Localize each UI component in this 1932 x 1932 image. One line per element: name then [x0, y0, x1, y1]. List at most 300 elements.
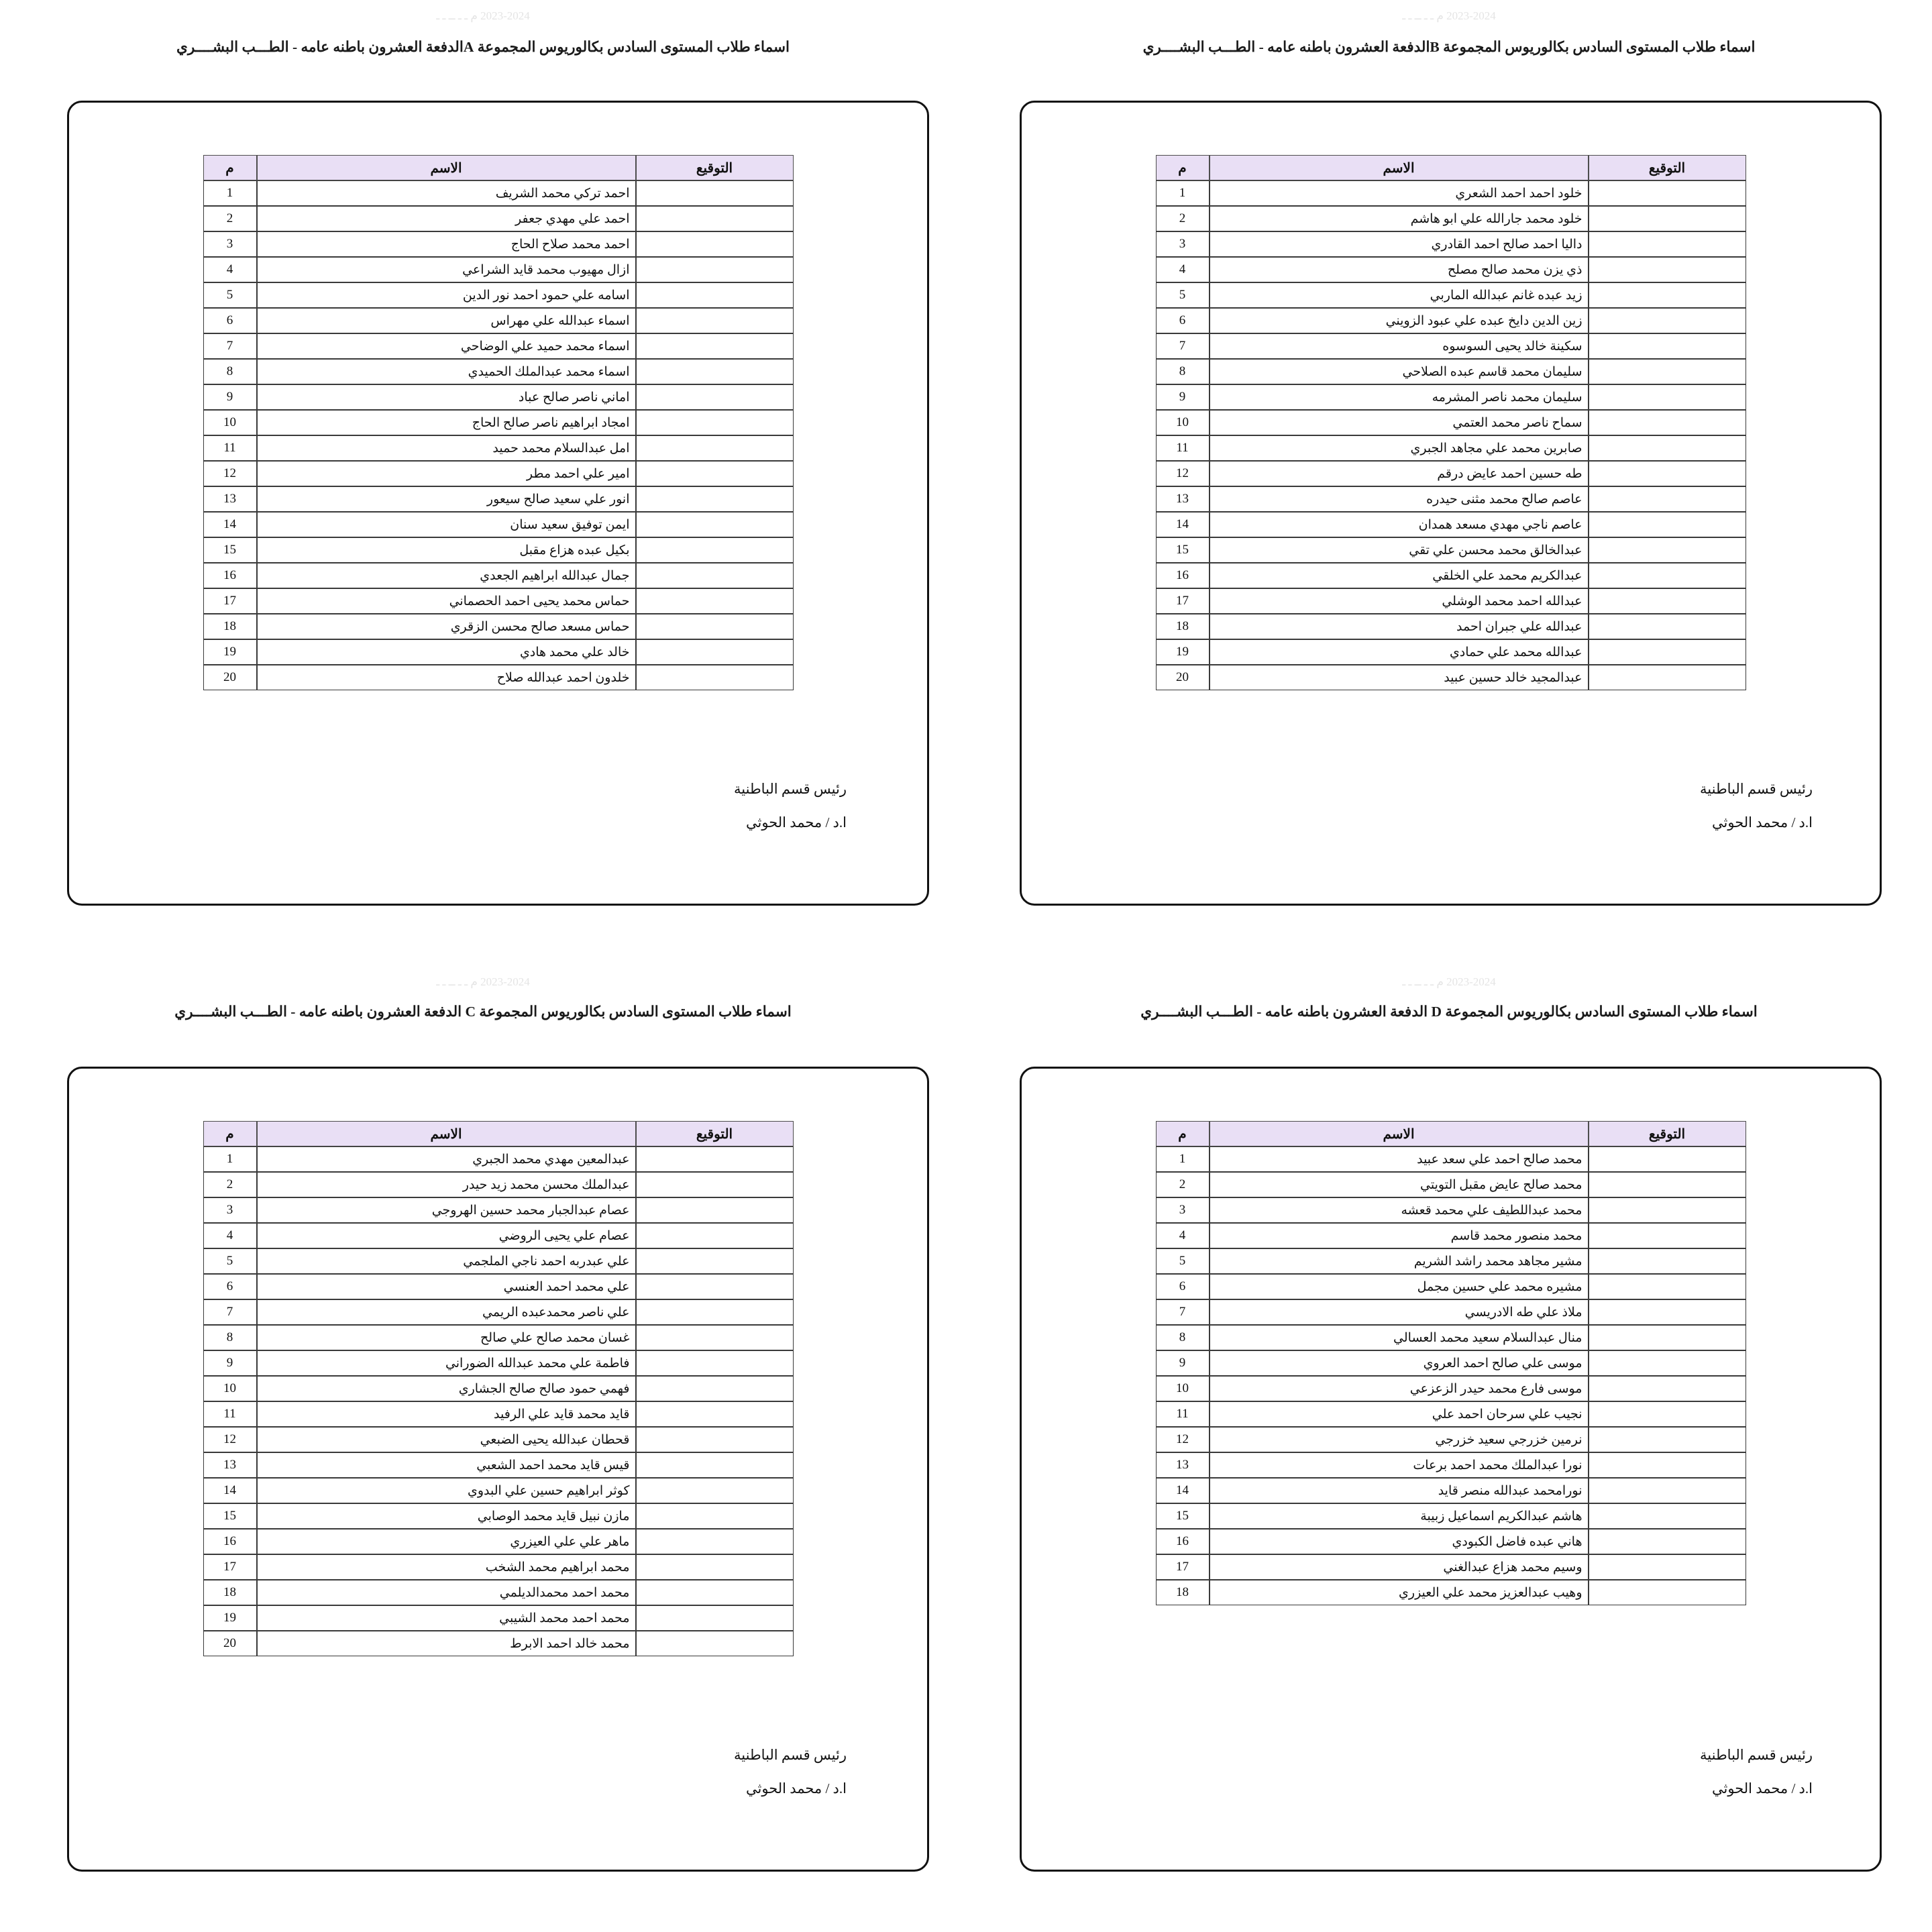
- signature-cell[interactable]: [1589, 486, 1746, 512]
- signature-cell[interactable]: [636, 486, 794, 512]
- student-name-cell: هاني عبده فاضل الكبودي: [1210, 1529, 1589, 1554]
- table-row: [203, 1197, 794, 1223]
- signature-cell[interactable]: [636, 1452, 794, 1478]
- signature-block: [1700, 773, 1813, 839]
- row-number-cell: 10: [1156, 410, 1210, 435]
- student-name-cell: عبدالله محمد علي حمادي: [1210, 639, 1589, 665]
- row-number-cell: 4: [203, 257, 257, 282]
- signature-cell[interactable]: [636, 588, 794, 614]
- table-row: [1156, 1223, 1746, 1248]
- signature-cell[interactable]: [636, 1529, 794, 1554]
- signatory-role: رئيس قسم الباطنية: [734, 1747, 847, 1764]
- signature-cell[interactable]: [636, 308, 794, 333]
- student-name-cell: داليا احمد صالح احمد القادري: [1210, 231, 1589, 257]
- page-title: اسماء طلاب المستوى السادس بكالوريوس المجموعة Aالدفعة العشرون باطنه عامه - الطـــب البشــــري: [176, 39, 790, 55]
- row-number-cell: 6: [203, 308, 257, 333]
- table-row: [203, 512, 794, 537]
- row-number-cell: 5: [1156, 282, 1210, 308]
- signatory-name: ا.د / محمد الحوثي: [746, 814, 847, 830]
- signature-cell[interactable]: [636, 512, 794, 537]
- row-number-cell: 18: [203, 1580, 257, 1605]
- signature-cell[interactable]: [1589, 1325, 1746, 1350]
- row-number-cell: 11: [203, 1401, 257, 1427]
- table-row: [203, 1478, 794, 1503]
- signature-cell[interactable]: [1589, 461, 1746, 486]
- table-row: [1156, 1376, 1746, 1401]
- table-row: [203, 410, 794, 435]
- student-name-cell: قيس قايد محمد احمد الشعبي: [257, 1452, 636, 1478]
- signature-cell[interactable]: [1589, 282, 1746, 308]
- row-number-cell: 1: [1156, 180, 1210, 206]
- page-title: اسماء طلاب المستوى السادس بكالوريوس المجموعة C الدفعة العشرون باطنه عامه - الطـــب البشــــري: [174, 1004, 792, 1020]
- table-row: [1156, 1503, 1746, 1529]
- signature-cell[interactable]: [1589, 1452, 1746, 1478]
- table-row: [203, 1503, 794, 1529]
- signature-cell[interactable]: [1589, 410, 1746, 435]
- page-frame: [1020, 1067, 1882, 1872]
- row-number-cell: 15: [1156, 537, 1210, 563]
- table-row: [203, 486, 794, 512]
- student-name-cell: عبدالملك محسن محمد زيد حيدر: [257, 1172, 636, 1197]
- table-row: [203, 461, 794, 486]
- student-name-cell: عصام علي يحيى الروضي: [257, 1223, 636, 1248]
- signature-cell[interactable]: [1589, 1299, 1746, 1325]
- signature-block: [1700, 1739, 1813, 1805]
- table-row: [1156, 461, 1746, 486]
- table-container: [69, 155, 927, 690]
- column-header-name: الاسم: [257, 1121, 636, 1146]
- signature-cell[interactable]: [636, 1274, 794, 1299]
- signature-cell[interactable]: [636, 435, 794, 461]
- signature-cell[interactable]: [1589, 257, 1746, 282]
- students-table: [1156, 1121, 1746, 1605]
- row-number-cell: 15: [203, 537, 257, 563]
- signatory-role: رئيس قسم الباطنية: [734, 781, 847, 798]
- table-row: [203, 308, 794, 333]
- row-number-cell: 14: [1156, 512, 1210, 537]
- row-number-cell: 12: [1156, 461, 1210, 486]
- page-a: [0, 0, 966, 966]
- row-number-cell: 17: [1156, 1554, 1210, 1580]
- table-row: [1156, 1325, 1746, 1350]
- table-row: [1156, 359, 1746, 384]
- signature-cell[interactable]: [636, 282, 794, 308]
- signature-cell[interactable]: [636, 1605, 794, 1631]
- row-number-cell: 7: [1156, 1299, 1210, 1325]
- signature-cell[interactable]: [1589, 333, 1746, 359]
- signature-cell[interactable]: [636, 1503, 794, 1529]
- table-row: [203, 1223, 794, 1248]
- student-name-cell: موسى فارع محمد حيدر الزعزعي: [1210, 1376, 1589, 1401]
- table-container: [1022, 1121, 1880, 1605]
- table-row: [203, 1146, 794, 1172]
- student-name-cell: عبدالخالق محمد محسن علي تقي: [1210, 537, 1589, 563]
- table-row: [1156, 1452, 1746, 1478]
- column-header-number: م: [1156, 1121, 1210, 1146]
- table-row: [1156, 231, 1746, 257]
- signature-cell[interactable]: [636, 1631, 794, 1656]
- table-header-row: [203, 155, 794, 180]
- student-name-cell: سليمان محمد ناصر المشرمه: [1210, 384, 1589, 410]
- row-number-cell: 3: [203, 1197, 257, 1223]
- row-number-cell: 6: [1156, 1274, 1210, 1299]
- student-name-cell: اسماء عبدالله علي مهراس: [257, 308, 636, 333]
- table-row: [203, 1350, 794, 1376]
- table-row: [1156, 1274, 1746, 1299]
- table-row: [1156, 333, 1746, 359]
- student-name-cell: صابرين محمد علي مجاهد الجبري: [1210, 435, 1589, 461]
- student-name-cell: عصام عبدالجبار محمد حسين الهروجي: [257, 1197, 636, 1223]
- table-row: [203, 1427, 794, 1452]
- signature-cell[interactable]: [636, 1554, 794, 1580]
- student-name-cell: زيد عبده غانم عبدالله الماربي: [1210, 282, 1589, 308]
- table-row: [1156, 665, 1746, 690]
- student-name-cell: غسان محمد صالح علي صالح: [257, 1325, 636, 1350]
- table-row: [1156, 1529, 1746, 1554]
- table-row: [203, 1554, 794, 1580]
- student-name-cell: عاصم ناجي مهدي مسعد همدان: [1210, 512, 1589, 537]
- student-name-cell: مازن نبيل قايد محمد الوصابي: [257, 1503, 636, 1529]
- row-number-cell: 3: [1156, 231, 1210, 257]
- row-number-cell: 11: [203, 435, 257, 461]
- signature-cell[interactable]: [636, 1223, 794, 1248]
- signature-cell[interactable]: [1589, 231, 1746, 257]
- table-row: [203, 333, 794, 359]
- signature-cell[interactable]: [1589, 206, 1746, 231]
- signature-cell[interactable]: [636, 563, 794, 588]
- signature-cell[interactable]: [636, 257, 794, 282]
- table-row: [203, 282, 794, 308]
- student-name-cell: عبدالمجيد خالد حسين عبيد: [1210, 665, 1589, 690]
- signature-cell[interactable]: [1589, 1146, 1746, 1172]
- signature-cell[interactable]: [1589, 359, 1746, 384]
- row-number-cell: 19: [1156, 639, 1210, 665]
- signature-cell[interactable]: [1589, 1503, 1746, 1529]
- faded-header-strip: 2023-2024 م ـ ـ ــ ـ ـ: [1402, 9, 1496, 22]
- table-row: [1156, 1554, 1746, 1580]
- row-number-cell: 4: [1156, 1223, 1210, 1248]
- table-row: [203, 1631, 794, 1656]
- row-number-cell: 18: [1156, 614, 1210, 639]
- signature-cell[interactable]: [636, 384, 794, 410]
- student-name-cell: منال عبدالسلام سعيد محمد العسالي: [1210, 1325, 1589, 1350]
- table-row: [203, 537, 794, 563]
- signature-cell[interactable]: [636, 1299, 794, 1325]
- student-name-cell: نورامحمد عبدالله منصر قايد: [1210, 1478, 1589, 1503]
- student-name-cell: امل عبدالسلام محمد حميد: [257, 435, 636, 461]
- table-row: [203, 1529, 794, 1554]
- student-name-cell: امجاد ابراهيم ناصر صالح الحاج: [257, 410, 636, 435]
- table-row: [1156, 1146, 1746, 1172]
- table-row: [203, 1299, 794, 1325]
- student-name-cell: نرمين خزرجي سعيد خزرجي: [1210, 1427, 1589, 1452]
- student-name-cell: محمد صالح احمد علي سعد عبيد: [1210, 1146, 1589, 1172]
- student-name-cell: خلدون احمد عبدالله صلاح: [257, 665, 636, 690]
- row-number-cell: 17: [1156, 588, 1210, 614]
- signature-cell[interactable]: [1589, 1554, 1746, 1580]
- table-row: [203, 639, 794, 665]
- row-number-cell: 14: [203, 512, 257, 537]
- signature-cell[interactable]: [1589, 1529, 1746, 1554]
- signature-cell[interactable]: [1589, 512, 1746, 537]
- signature-cell[interactable]: [636, 1401, 794, 1427]
- page-frame: [67, 101, 929, 906]
- signature-cell[interactable]: [1589, 614, 1746, 639]
- row-number-cell: 2: [1156, 1172, 1210, 1197]
- signature-cell[interactable]: [1589, 1478, 1746, 1503]
- student-name-cell: خلود محمد جارالله علي ابو هاشم: [1210, 206, 1589, 231]
- row-number-cell: 5: [203, 1248, 257, 1274]
- row-number-cell: 9: [1156, 1350, 1210, 1376]
- student-name-cell: محمد عبداللطيف علي محمد قعشه: [1210, 1197, 1589, 1223]
- row-number-cell: 2: [1156, 206, 1210, 231]
- student-name-cell: قحطان عبدالله يحيى الضبعي: [257, 1427, 636, 1452]
- table-header-row: [1156, 155, 1746, 180]
- faded-header-strip: 2023-2024 م ـ ـ ــ ـ ـ: [1402, 975, 1496, 988]
- table-row: [203, 435, 794, 461]
- table-row: [203, 614, 794, 639]
- student-name-cell: مشيره محمد علي حسين مجمل: [1210, 1274, 1589, 1299]
- table-row: [1156, 282, 1746, 308]
- student-name-cell: سماح ناصر محمد العتمي: [1210, 410, 1589, 435]
- student-name-cell: ذي يزن محمد صالح مصلح: [1210, 257, 1589, 282]
- row-number-cell: 14: [1156, 1478, 1210, 1503]
- student-name-cell: احمد علي مهدي جعفر: [257, 206, 636, 231]
- student-name-cell: حماس مسعد صالح محسن الزقري: [257, 614, 636, 639]
- signatory-name: ا.د / محمد الحوثي: [1712, 814, 1813, 830]
- student-name-cell: ماهر علي علي العيزري: [257, 1529, 636, 1554]
- row-number-cell: 15: [203, 1503, 257, 1529]
- student-name-cell: احمد محمد صلاح الحاج: [257, 231, 636, 257]
- row-number-cell: 16: [203, 563, 257, 588]
- row-number-cell: 17: [203, 588, 257, 614]
- signature-cell[interactable]: [1589, 308, 1746, 333]
- table-header-row: [1156, 1121, 1746, 1146]
- table-row: [1156, 410, 1746, 435]
- table-row: [203, 665, 794, 690]
- signature-cell[interactable]: [1589, 1223, 1746, 1248]
- table-row: [1156, 1350, 1746, 1376]
- page-frame: [67, 1067, 929, 1872]
- student-name-cell: امير علي احمد مطر: [257, 461, 636, 486]
- row-number-cell: 12: [203, 461, 257, 486]
- student-name-cell: عبدالمعين مهدي محمد الجبري: [257, 1146, 636, 1172]
- table-header-row: [203, 1121, 794, 1146]
- signature-cell[interactable]: [636, 1478, 794, 1503]
- table-row: [203, 1248, 794, 1274]
- table-row: [203, 231, 794, 257]
- signature-cell[interactable]: [1589, 1197, 1746, 1223]
- table-row: [1156, 1580, 1746, 1605]
- table-row: [203, 1580, 794, 1605]
- row-number-cell: 13: [203, 1452, 257, 1478]
- column-header-signature: التوقيع: [636, 155, 794, 180]
- faded-header-strip: 2023-2024 م ـ ـ ــ ـ ـ: [436, 975, 530, 988]
- table-row: [203, 1274, 794, 1299]
- student-name-cell: نجيب علي سرحان احمد علي: [1210, 1401, 1589, 1427]
- signature-cell[interactable]: [1589, 537, 1746, 563]
- signature-cell[interactable]: [636, 410, 794, 435]
- signatory-role: رئيس قسم الباطنية: [1700, 1747, 1813, 1764]
- row-number-cell: 6: [203, 1274, 257, 1299]
- student-name-cell: ملاذ علي طه الادريسي: [1210, 1299, 1589, 1325]
- student-name-cell: علي عبدربه احمد ناجي الملجمي: [257, 1248, 636, 1274]
- signature-cell[interactable]: [636, 614, 794, 639]
- page-c: [0, 966, 966, 1932]
- signature-cell[interactable]: [1589, 1350, 1746, 1376]
- row-number-cell: 1: [203, 1146, 257, 1172]
- signature-cell[interactable]: [636, 639, 794, 665]
- page-title: اسماء طلاب المستوى السادس بكالوريوس المجموعة D الدفعة العشرون باطنه عامه - الطـــب البشــــري: [1140, 1004, 1758, 1020]
- signature-cell[interactable]: [1589, 588, 1746, 614]
- student-name-cell: اسماء محمد عبدالملك الحميدي: [257, 359, 636, 384]
- signature-cell[interactable]: [1589, 384, 1746, 410]
- signature-cell[interactable]: [636, 1248, 794, 1274]
- table-row: [203, 1376, 794, 1401]
- faded-header-strip: 2023-2024 م ـ ـ ــ ـ ـ: [436, 9, 530, 22]
- table-row: [1156, 614, 1746, 639]
- signatory-name: ا.د / محمد الحوثي: [1712, 1780, 1813, 1796]
- table-row: [203, 257, 794, 282]
- table-row: [1156, 1478, 1746, 1503]
- row-number-cell: 14: [203, 1478, 257, 1503]
- student-name-cell: قايد محمد قايد علي الرفيد: [257, 1401, 636, 1427]
- student-name-cell: هاشم عبدالكريم اسماعيل زبيبة: [1210, 1503, 1589, 1529]
- row-number-cell: 10: [203, 410, 257, 435]
- table-row: [1156, 639, 1746, 665]
- row-number-cell: 19: [203, 639, 257, 665]
- signature-cell[interactable]: [636, 461, 794, 486]
- student-name-cell: سليمان محمد قاسم عبده الصلاحي: [1210, 359, 1589, 384]
- student-name-cell: سكينة خالد يحيى السوسوه: [1210, 333, 1589, 359]
- table-row: [203, 180, 794, 206]
- page-d: [966, 966, 1932, 1932]
- students-table: [203, 155, 794, 690]
- student-name-cell: طه حسين احمد عايض درقم: [1210, 461, 1589, 486]
- student-name-cell: موسى علي صالح احمد العروي: [1210, 1350, 1589, 1376]
- table-row: [203, 563, 794, 588]
- row-number-cell: 9: [1156, 384, 1210, 410]
- row-number-cell: 3: [1156, 1197, 1210, 1223]
- signature-cell[interactable]: [636, 1427, 794, 1452]
- column-header-number: م: [203, 155, 257, 180]
- signature-cell[interactable]: [1589, 1580, 1746, 1605]
- row-number-cell: 17: [203, 1554, 257, 1580]
- signature-cell[interactable]: [1589, 665, 1746, 690]
- signature-cell[interactable]: [636, 359, 794, 384]
- signature-cell[interactable]: [1589, 1172, 1746, 1197]
- row-number-cell: 1: [203, 180, 257, 206]
- student-name-cell: نورا عبدالملك محمد احمد برعات: [1210, 1452, 1589, 1478]
- signature-cell[interactable]: [636, 206, 794, 231]
- student-name-cell: محمد احمد محمد الشيبي: [257, 1605, 636, 1631]
- signature-cell[interactable]: [636, 537, 794, 563]
- row-number-cell: 8: [1156, 1325, 1210, 1350]
- table-container: [69, 1121, 927, 1656]
- table-row: [203, 1605, 794, 1631]
- table-row: [1156, 1197, 1746, 1223]
- row-number-cell: 15: [1156, 1503, 1210, 1529]
- signature-cell[interactable]: [1589, 1376, 1746, 1401]
- signature-cell[interactable]: [636, 1580, 794, 1605]
- student-name-cell: محمد احمد محمدالديلمي: [257, 1580, 636, 1605]
- table-row: [203, 1325, 794, 1350]
- row-number-cell: 4: [1156, 257, 1210, 282]
- row-number-cell: 8: [203, 1325, 257, 1350]
- signature-cell[interactable]: [636, 1197, 794, 1223]
- row-number-cell: 10: [1156, 1376, 1210, 1401]
- signature-cell[interactable]: [636, 231, 794, 257]
- signature-cell[interactable]: [1589, 1427, 1746, 1452]
- page-frame: [1020, 101, 1882, 906]
- table-row: [1156, 435, 1746, 461]
- table-row: [1156, 563, 1746, 588]
- signature-block: [734, 773, 847, 839]
- signature-cell[interactable]: [1589, 180, 1746, 206]
- student-name-cell: جمال عبدالله ابراهيم الجعدي: [257, 563, 636, 588]
- signature-cell[interactable]: [1589, 639, 1746, 665]
- row-number-cell: 18: [203, 614, 257, 639]
- row-number-cell: 9: [203, 384, 257, 410]
- signature-cell[interactable]: [1589, 1274, 1746, 1299]
- student-name-cell: انور علي سعيد صالح سيعور: [257, 486, 636, 512]
- signature-cell[interactable]: [636, 1376, 794, 1401]
- table-row: [203, 206, 794, 231]
- signature-cell[interactable]: [636, 180, 794, 206]
- row-number-cell: 7: [203, 333, 257, 359]
- table-container: [1022, 155, 1880, 690]
- table-row: [1156, 537, 1746, 563]
- column-header-name: الاسم: [257, 155, 636, 180]
- table-row: [1156, 486, 1746, 512]
- row-number-cell: 8: [203, 359, 257, 384]
- row-number-cell: 4: [203, 1223, 257, 1248]
- signature-cell[interactable]: [1589, 1401, 1746, 1427]
- page-b: [966, 0, 1932, 966]
- page-title: اسماء طلاب المستوى السادس بكالوريوس المجموعة Bالدفعة العشرون باطنه عامه - الطـــب البشــــري: [1142, 39, 1756, 55]
- signature-cell[interactable]: [1589, 563, 1746, 588]
- table-row: [1156, 1427, 1746, 1452]
- table-row: [1156, 206, 1746, 231]
- signature-cell[interactable]: [636, 333, 794, 359]
- signature-cell[interactable]: [1589, 1248, 1746, 1274]
- signature-cell[interactable]: [636, 1146, 794, 1172]
- table-row: [1156, 1401, 1746, 1427]
- student-name-cell: علي ناصر محمدعبده الريمي: [257, 1299, 636, 1325]
- row-number-cell: 16: [203, 1529, 257, 1554]
- signature-cell[interactable]: [636, 665, 794, 690]
- table-row: [1156, 1299, 1746, 1325]
- student-name-cell: زين الدين دايخ عبده علي عبود الزويني: [1210, 308, 1589, 333]
- column-header-number: م: [203, 1121, 257, 1146]
- table-row: [1156, 180, 1746, 206]
- signature-block: [734, 1739, 847, 1805]
- signature-cell[interactable]: [636, 1172, 794, 1197]
- signature-cell[interactable]: [1589, 435, 1746, 461]
- row-number-cell: 12: [1156, 1427, 1210, 1452]
- students-table: [203, 1121, 794, 1656]
- column-header-number: م: [1156, 155, 1210, 180]
- row-number-cell: 2: [203, 1172, 257, 1197]
- student-name-cell: عبدالله علي جبران احمد: [1210, 614, 1589, 639]
- student-name-cell: خالد علي محمد هادي: [257, 639, 636, 665]
- signature-cell[interactable]: [636, 1350, 794, 1376]
- signature-cell[interactable]: [636, 1325, 794, 1350]
- table-row: [1156, 308, 1746, 333]
- student-name-cell: حماس محمد يحيى احمد الحصماني: [257, 588, 636, 614]
- row-number-cell: 5: [203, 282, 257, 308]
- student-name-cell: مشير مجاهد محمد راشد الشريم: [1210, 1248, 1589, 1274]
